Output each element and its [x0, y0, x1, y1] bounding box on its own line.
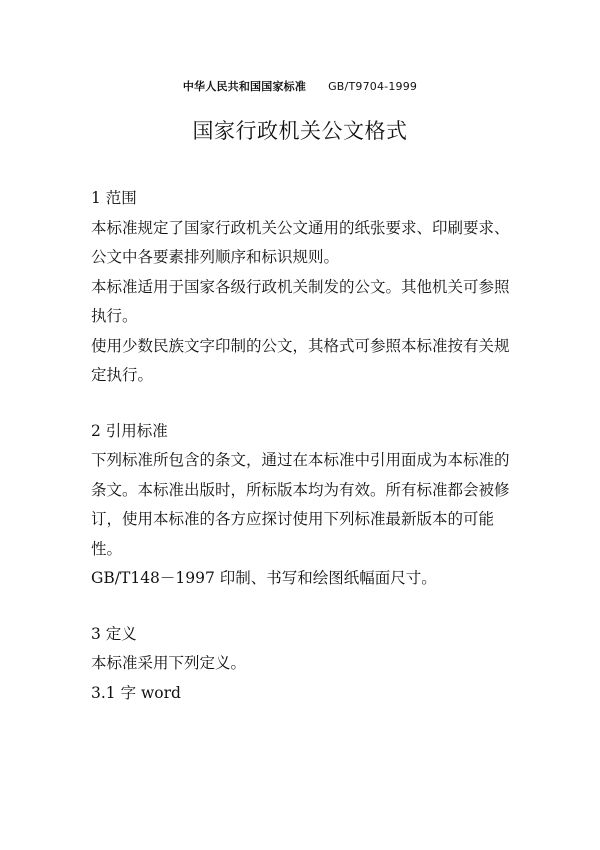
document-header: [0, 78, 600, 94]
subsection-heading: 3.1 字 word: [91, 683, 181, 702]
section-heading-references: 2 引用标准: [91, 421, 168, 440]
paragraph: 本标准采用下列定义。: [91, 654, 247, 672]
standard-code: GB/T9704-1999: [328, 80, 418, 93]
paragraph: 使用少数民族文字印制的公文，其格式可参照本标准按有关规定执行。: [91, 336, 510, 384]
paragraph: 下列标准所包含的条文，通过在本标准中引用面成为本标准的条文。本标准出版时，所标版本均为有效。所有标准都会被修订，使用本标准的各方应探讨使用下列标准最新版本的可能性。: [91, 451, 510, 558]
section-heading-definitions: 3 定义: [91, 624, 137, 643]
paragraph: 本标准规定了国家行政机关公文通用的纸张要求、印刷要求、公文中各要素排列顺序和标识规则。: [91, 218, 510, 266]
document-body: [91, 184, 521, 708]
paragraph: GB/T148－1997 印制、书写和绘图纸幅面尺寸。: [91, 569, 437, 587]
section-spacer: [91, 594, 521, 620]
section-heading-scope: 1 范围: [91, 189, 137, 207]
page-title: 国家行政机关公文格式: [192, 119, 408, 143]
section-spacer: [91, 391, 521, 417]
paragraph: 本标准适用于国家各级行政机关制发的公文。其他机关可参照执行。: [91, 277, 510, 325]
standard-name: 中华人民共和国国家标准: [182, 80, 307, 93]
